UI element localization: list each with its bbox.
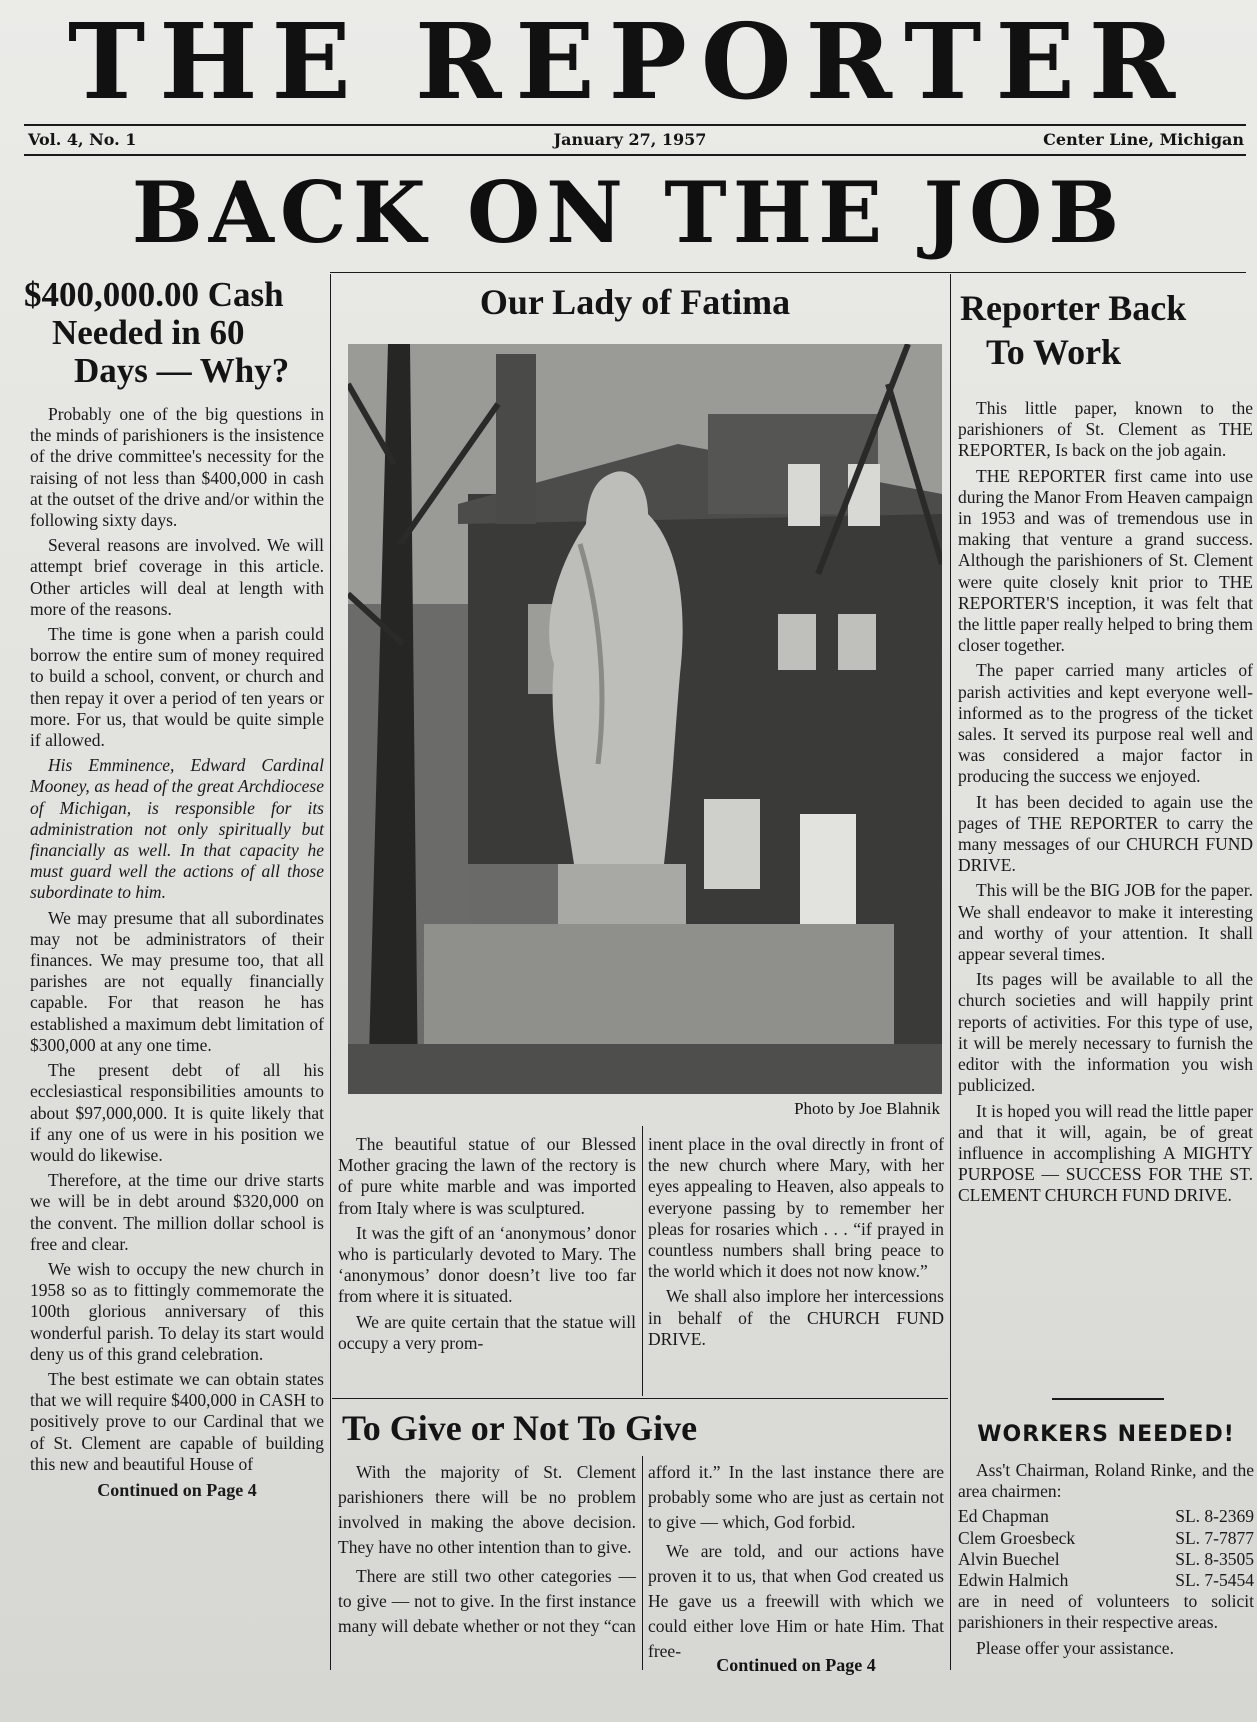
- left-paragraph: Probably one of the big questions in the minds of parishioners is the insistence of the drive committee's necessity for the raising of not less than $400,000 in cash at the outset of the drive and/or within the following sixty days.: [30, 404, 324, 531]
- left-paragraph: We wish to occupy the new church in 1958 so as to fittingly commemorate the 100th glorious anniversary of this wonderful parish. To delay its start would deny us of this grand celebration.: [30, 1258, 324, 1364]
- dateline-rule: [24, 154, 1246, 156]
- statue-photo: [348, 344, 942, 1094]
- give-article-title: To Give or Not To Give: [342, 1408, 698, 1448]
- right-paragraph: It has been decided to again use the pages of THE REPORTER to carry the many messages of our CHURCH FUND DRIVE.: [958, 791, 1253, 876]
- left-paragraph: Therefore, at the time our drive starts we will be in debt around $320,000 on the convent. The million dollar school is free and clear.: [30, 1170, 324, 1254]
- volume-number: Vol. 4, No. 1: [28, 130, 137, 149]
- chairman-name: Clem Groesbeck: [958, 1527, 1076, 1548]
- column-divider-fatima: [642, 1126, 643, 1396]
- give-column-2: [648, 1460, 944, 1668]
- publication-place: Center Line, Michigan: [1043, 130, 1244, 149]
- left-paragraph: The best estimate we can obtain states that we will require $400,000 in CASH to positively prove to our Cardinal that we of St. Clement are capable of building this new and beautiful House of: [30, 1368, 324, 1474]
- column-divider-give: [642, 1456, 643, 1670]
- give-paragraph: With the majority of St. Clement parishioners there will be no problem involved in making the above decision. They have no other intention than to give.: [338, 1462, 636, 1557]
- right-title-line-1: Reporter Back: [960, 288, 1187, 328]
- give-column-1: [338, 1460, 636, 1643]
- left-article-body: [30, 404, 324, 1501]
- fatima-paragraph: The beautiful statue of our Blessed Mother gracing the lawn of the rectory is of pure white marble and was imported from Italy where is was sculptured.: [338, 1134, 636, 1218]
- left-article-title: [24, 276, 324, 390]
- workers-section-rule: [1052, 1398, 1164, 1400]
- chairman-phone: SL. 7-7877: [1175, 1527, 1254, 1548]
- fatima-paragraph: inent place in the oval directly in front of the new church where Mary, with her eyes appealing to Heaven, also appeals to everyone passing by to remember her pleas for rosaries which . . . “if prayed in countless numbers shall bring peace to the world which it does not now know.”: [648, 1134, 944, 1282]
- right-paragraph: This will be the BIG JOB for the paper. We shall endeavor to make it interesting and worthy of your attention. It shall appear several times.: [958, 880, 1253, 965]
- give-paragraph: We are told, and our actions have proven it to us, that when God created us He gave us a freewill with which we could either love Him or hate Him. That free-: [648, 1541, 944, 1661]
- photo-credit: Photo by Joe Blahnik: [794, 1099, 940, 1118]
- workers-body: [958, 1460, 1254, 1663]
- chairman-phone: SL. 8-2369: [1175, 1506, 1254, 1527]
- fatima-paragraph: We shall also implore her intercessions in behalf of the CHURCH FUND DRIVE.: [648, 1286, 944, 1349]
- left-title-line-2: Needed in 60: [52, 313, 245, 352]
- workers-closing: Please offer your assistance.: [976, 1637, 1174, 1658]
- workers-intro: Ass't Chairman, Roland Rinke, and the area chairmen:: [958, 1460, 1254, 1502]
- chairman-phone: SL. 7-5454: [1175, 1570, 1254, 1591]
- workers-title: WORKERS NEEDED!: [977, 1422, 1235, 1447]
- issue-date: January 27, 1957: [553, 130, 707, 149]
- phone-row: [958, 1506, 1254, 1527]
- left-paragraph: Several reasons are involved. We will attempt brief coverage in this article. Other articles will deal at length with more of the reasons.: [30, 535, 324, 619]
- chairman-name: Alvin Buechel: [958, 1548, 1060, 1569]
- right-paragraph: Its pages will be available to all the church societies and will happily print reports of activities. For this type of use, it will be merely necessary to furnish the editor with the information you wish publicized.: [958, 969, 1253, 1096]
- top-column-rule: [330, 272, 1246, 273]
- right-article-body: [958, 398, 1253, 1211]
- left-paragraph: His Emminence, Edward Cardinal Mooney, as head of the great Archdiocese of Michigan, is responsible for its administration not only spiritually but financially as well. In that capacity he must guard well the actions of all those subordinate to him.: [30, 755, 324, 903]
- right-article-title: [960, 286, 1250, 374]
- give-paragraph: afford it.” In the last instance there are probably some who are just as certain not to give — which, God forbid.: [648, 1462, 944, 1532]
- chairman-name: Ed Chapman: [958, 1506, 1049, 1527]
- give-section-rule: [332, 1398, 948, 1399]
- right-paragraph: It is hoped you will read the little paper and that it will, again, be of great influence in accomplishing A MIGHTY PURPOSE — SUCCESS FOR THE ST. CLEMENT CHURCH FUND DRIVE.: [958, 1100, 1253, 1206]
- phone-row: [958, 1528, 1254, 1549]
- fatima-column-1: [338, 1134, 636, 1358]
- masthead-title: THE REPORTER: [67, 0, 1190, 123]
- left-continued-note: Continued on Page 4: [97, 1479, 257, 1500]
- fatima-column-2: [648, 1134, 944, 1354]
- right-title-line-2: To Work: [986, 332, 1122, 372]
- phone-row: [958, 1549, 1254, 1570]
- left-paragraph: The time is gone when a parish could borrow the entire sum of money required to build a school, convent, or church and then repay it over a period of ten years or more. For us, that would be quite simple if allowed.: [30, 624, 324, 751]
- right-paragraph: THE REPORTER first came into use during the Manor From Heaven campaign in 1953 and was of tremendous use in making that venture a grand success. Although the parishioners of St. Clement were quite closely knit prior to THE REPORTER'S inception, it was felt that the little paper really helped to bring them closer together.: [958, 465, 1253, 656]
- masthead-rule: [24, 124, 1246, 126]
- left-title-line-3: Days — Why?: [74, 351, 290, 390]
- left-paragraph: We may presume that all subordinates may not be administrators of their finances. We may presume too, that all parishes are not equally financially capable. For that reason he has established a maximum debt limitation of $300,000 at any one time.: [30, 907, 324, 1055]
- left-paragraph: The present debt of all his ecclesiastical responsibilities amounts to about $97,000,000. It is quite likely that if any one of us were in his position we would do likewise.: [30, 1060, 324, 1165]
- main-headline: BACK ON THE JOB: [131, 163, 1126, 262]
- column-divider-right: [950, 274, 951, 1670]
- column-divider-left: [330, 274, 331, 1670]
- phone-row: [958, 1570, 1254, 1591]
- give-paragraph: There are still two other categories — to give — not to give. In the first instance many will debate whether or not they “can: [338, 1566, 636, 1636]
- fatima-paragraph: It was the gift of an ‘anonymous’ donor who is particularly devoted to Mary. The ‘anonymous’ donor doesn’t live too far from where it is situated.: [338, 1222, 636, 1307]
- chairman-name: Edwin Halmich: [958, 1570, 1069, 1591]
- right-paragraph: This little paper, known to the parishioners of St. Clement as THE REPORTER, Is back on the job again.: [958, 398, 1253, 461]
- statue-photo-illustration: [348, 344, 942, 1094]
- center-article-title: Our Lady of Fatima: [479, 282, 791, 322]
- fatima-paragraph: We are quite certain that the statue will occupy a very prom-: [338, 1311, 636, 1353]
- workers-request: are in need of volunteers to solicit parishioners in their respective areas.: [958, 1591, 1254, 1633]
- left-title-line-1: $400,000.00 Cash: [24, 275, 284, 314]
- chairman-phone: SL. 8-3505: [1175, 1548, 1254, 1569]
- give-continued-note: Continued on Page 4: [716, 1655, 876, 1675]
- right-paragraph: The paper carried many articles of parish activities and kept everyone well-informed as to the progress of the ticket sales. It served its purpose real well and was considered a major factor in producing the success we enjoyed.: [958, 660, 1253, 787]
